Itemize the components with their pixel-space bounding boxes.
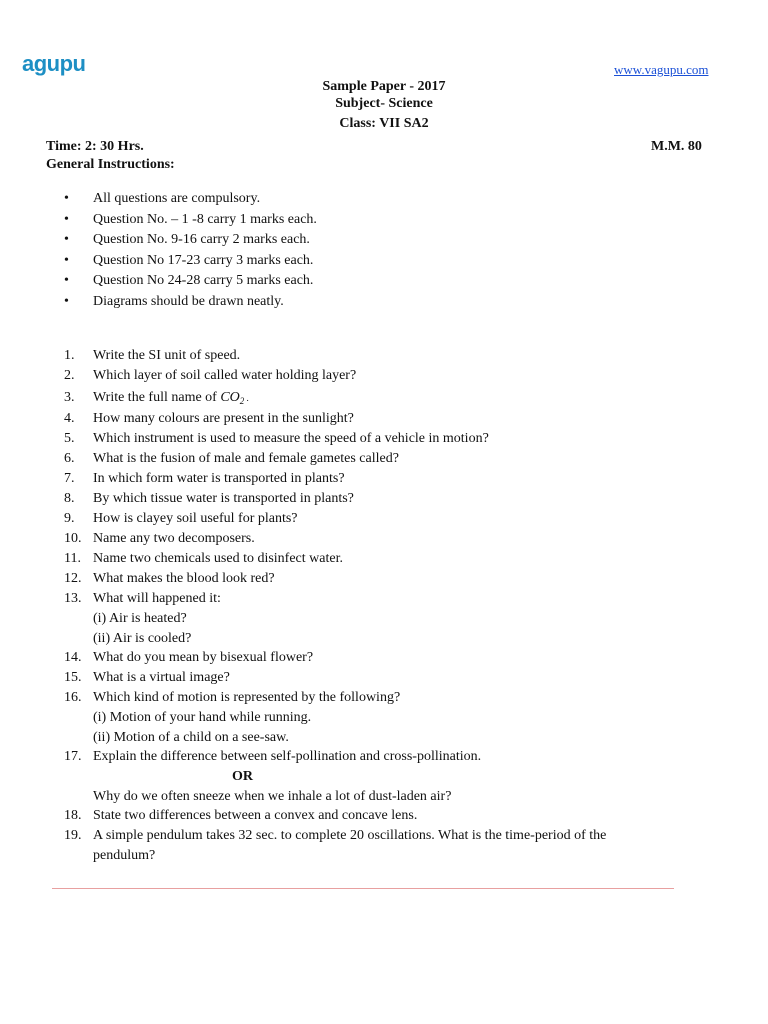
question-17-alternative: Why do we often sneeze when we inhale a lot of dust-laden air? — [93, 788, 452, 804]
question-10 — [64, 529, 606, 549]
question-number: 2. — [64, 368, 75, 383]
instruction-text: Question No 17-23 carry 3 marks each. — [93, 252, 314, 268]
question-12 — [64, 569, 606, 589]
question-16-part-ii: (ii) Motion of a child on a see-saw. — [93, 729, 289, 745]
instructions-list — [64, 189, 317, 312]
question-number: 18. — [64, 808, 82, 823]
question-number: 8. — [64, 491, 75, 506]
question-15 — [64, 668, 606, 688]
question-text: Explain the difference between self-pollination and cross-pollination. — [93, 749, 482, 764]
paper-title: Sample Paper - 2017 — [322, 79, 446, 94]
question-text: Which layer of soil called water holding layer? — [93, 368, 357, 383]
instruction-item — [64, 251, 317, 272]
paper-subject: Subject- Science — [335, 96, 433, 111]
bullet: • — [64, 232, 69, 247]
question-text: State two differences between a convex and concave lens. — [93, 808, 418, 823]
question-16 — [64, 688, 606, 708]
bullet: • — [64, 191, 69, 206]
question-text: What is the fusion of male and female gametes called? — [93, 451, 399, 466]
max-marks: M.M. 80 — [651, 139, 702, 154]
vagupu-logo — [22, 48, 86, 80]
question-text: Which instrument is used to measure the speed of a vehicle in motion? — [93, 431, 489, 446]
instruction-text: Diagrams should be drawn neatly. — [93, 293, 284, 309]
instruction-item — [64, 271, 317, 292]
paper-class: Class: VII SA2 — [339, 116, 429, 131]
question-number: 3. — [64, 390, 75, 405]
question-17-or: OR — [232, 769, 253, 784]
question-number: 5. — [64, 431, 75, 446]
question-19-continuation: pendulum? — [93, 848, 156, 863]
question-11 — [64, 549, 606, 569]
question-text: Name two chemicals used to disinfect water. — [93, 551, 343, 566]
logo-text: agupu — [22, 51, 86, 76]
question-number: 13. — [64, 591, 82, 606]
instruction-text: All questions are compulsory. — [93, 191, 261, 206]
question-8 — [64, 489, 606, 509]
question-text: Name any two decomposers. — [93, 531, 255, 546]
question-17 — [64, 747, 606, 767]
question-16-part-i: (i) Motion of your hand while running. — [93, 710, 312, 725]
bullet: • — [64, 211, 69, 227]
instruction-text: Question No. – 1 -8 carry 1 marks each. — [93, 211, 317, 227]
question-2 — [64, 366, 606, 386]
question-number: 12. — [64, 571, 82, 586]
footer-divider — [52, 888, 674, 889]
question-1 — [64, 346, 606, 366]
question-number: 7. — [64, 471, 75, 486]
instruction-item — [64, 210, 317, 231]
question-tail: . — [244, 393, 249, 403]
question-text: How many colours are present in the sunlight? — [93, 411, 354, 426]
instructions-heading: General Instructions: — [46, 157, 175, 172]
instruction-text: Question No. 9-16 carry 2 marks each. — [93, 232, 310, 247]
question-number: 9. — [64, 511, 75, 526]
question-text: A simple pendulum takes 32 sec. to complete 20 oscillations. What is the time-period of the — [93, 828, 607, 843]
question-text: How is clayey soil useful for plants? — [93, 511, 298, 526]
co2-subscript: 2 — [239, 396, 245, 406]
instruction-item — [64, 189, 317, 210]
question-number: 1. — [64, 348, 75, 363]
question-number: 11. — [64, 551, 81, 566]
question-13-part-ii: (ii) Air is cooled? — [93, 630, 192, 646]
bullet: • — [64, 293, 69, 309]
exam-time: Time: 2: 30 Hrs. — [46, 139, 144, 154]
question-text: Write the full name of — [93, 390, 221, 405]
co2-formula: CO — [220, 390, 240, 405]
instruction-item — [64, 230, 317, 251]
question-number: 4. — [64, 411, 75, 426]
question-text: What is a virtual image? — [93, 670, 230, 685]
question-4 — [64, 409, 606, 429]
question-number: 15. — [64, 670, 82, 685]
question-6 — [64, 449, 606, 469]
question-text: What do you mean by bisexual flower? — [93, 650, 314, 665]
question-9 — [64, 509, 606, 529]
question-text: Write the SI unit of speed. — [93, 348, 241, 363]
question-number: 6. — [64, 451, 75, 466]
question-14 — [64, 648, 606, 668]
question-18 — [64, 806, 606, 826]
question-3 — [64, 386, 606, 409]
question-5 — [64, 429, 606, 449]
question-number: 19. — [64, 828, 82, 843]
question-text: In which form water is transported in plants? — [93, 471, 345, 486]
question-number: 17. — [64, 749, 82, 764]
website-link[interactable]: www.vagupu.com — [614, 62, 709, 77]
instruction-text: Question No 24-28 carry 5 marks each. — [93, 273, 314, 288]
question-text: What makes the blood look red? — [93, 571, 275, 586]
question-7 — [64, 469, 606, 489]
question-number: 14. — [64, 650, 82, 665]
question-13 — [64, 589, 606, 609]
question-list — [64, 346, 606, 866]
question-text: Which kind of motion is represented by the following? — [93, 690, 401, 705]
question-number: 10. — [64, 531, 82, 546]
bullet: • — [64, 252, 69, 268]
question-number: 16. — [64, 690, 82, 705]
question-text: By which tissue water is transported in plants? — [93, 491, 354, 506]
question-13-part-i: (i) Air is heated? — [93, 611, 187, 626]
bullet: • — [64, 273, 69, 288]
question-text: What will happened it: — [93, 591, 221, 606]
instruction-item — [64, 292, 317, 313]
question-19 — [64, 826, 606, 846]
